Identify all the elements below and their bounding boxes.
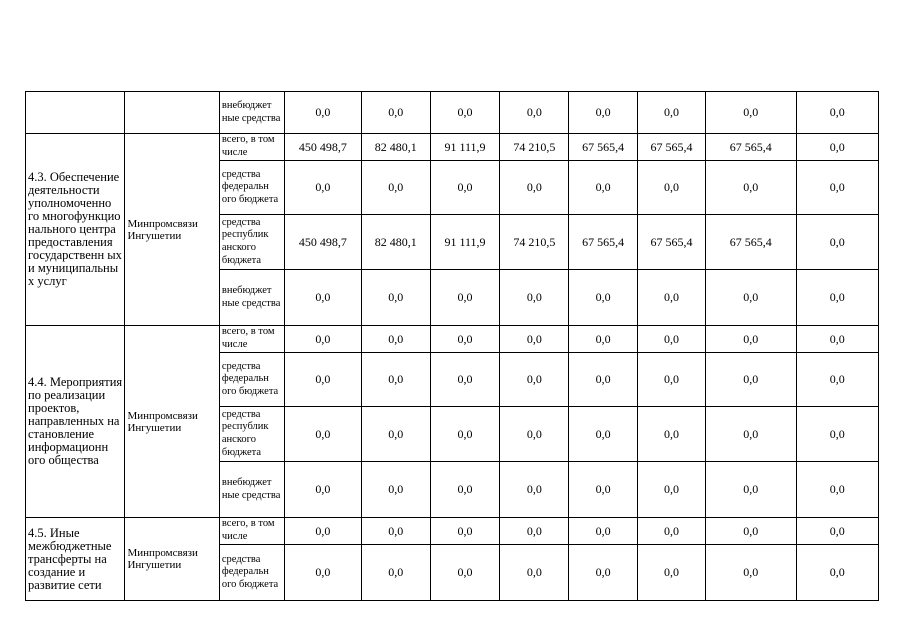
amount-cell: 0,0 [637, 353, 705, 407]
amount-cell: 0,0 [796, 215, 878, 270]
amount-cell: 0,0 [796, 407, 878, 462]
funding-source-cell: средства республик анского бюджета [219, 407, 284, 462]
amount-cell: 0,0 [796, 92, 878, 134]
amount-cell: 0,0 [430, 270, 499, 326]
amount-cell: 0,0 [569, 161, 637, 215]
amount-cell: 0,0 [430, 407, 499, 462]
amount-cell: 0,0 [285, 462, 361, 518]
amount-cell: 0,0 [706, 353, 796, 407]
activity-name-cell [26, 92, 125, 134]
amount-cell: 0,0 [361, 545, 430, 601]
amount-cell: 0,0 [637, 161, 705, 215]
amount-cell: 67 565,4 [706, 134, 796, 161]
amount-cell: 0,0 [637, 92, 705, 134]
amount-cell: 0,0 [500, 407, 569, 462]
budget-table [25, 91, 879, 601]
amount-cell: 82 480,1 [361, 215, 430, 270]
amount-cell: 450 498,7 [285, 134, 361, 161]
amount-cell: 74 210,5 [500, 134, 569, 161]
amount-cell: 0,0 [706, 462, 796, 518]
amount-cell: 0,0 [285, 326, 361, 353]
amount-cell: 0,0 [285, 270, 361, 326]
amount-cell: 0,0 [706, 92, 796, 134]
amount-cell: 0,0 [430, 92, 499, 134]
executor-cell: Минпромсвязи Ингушетии [125, 518, 219, 601]
amount-cell: 0,0 [361, 326, 430, 353]
amount-cell: 0,0 [430, 326, 499, 353]
table-row [26, 92, 879, 134]
amount-cell: 67 565,4 [569, 215, 637, 270]
amount-cell: 0,0 [706, 326, 796, 353]
amount-cell: 0,0 [796, 270, 878, 326]
amount-cell: 91 111,9 [430, 134, 499, 161]
amount-cell: 450 498,7 [285, 215, 361, 270]
amount-cell: 0,0 [500, 326, 569, 353]
amount-cell: 82 480,1 [361, 134, 430, 161]
amount-cell: 0,0 [569, 462, 637, 518]
amount-cell: 0,0 [430, 545, 499, 601]
amount-cell: 0,0 [637, 518, 705, 545]
funding-source-cell: средства федеральн ого бюджета [219, 545, 284, 601]
amount-cell: 0,0 [361, 462, 430, 518]
amount-cell: 0,0 [706, 518, 796, 545]
amount-cell: 0,0 [569, 353, 637, 407]
amount-cell: 0,0 [706, 407, 796, 462]
amount-cell: 0,0 [637, 407, 705, 462]
funding-source-cell: всего, в том числе [219, 134, 284, 161]
amount-cell: 0,0 [796, 518, 878, 545]
amount-cell: 67 565,4 [637, 215, 705, 270]
amount-cell: 0,0 [430, 518, 499, 545]
funding-source-cell: внебюджет ные средства [219, 92, 284, 134]
amount-cell: 0,0 [569, 407, 637, 462]
amount-cell: 67 565,4 [706, 215, 796, 270]
amount-cell: 0,0 [569, 518, 637, 545]
amount-cell: 0,0 [637, 326, 705, 353]
amount-cell: 0,0 [285, 545, 361, 601]
amount-cell: 0,0 [430, 462, 499, 518]
amount-cell: 0,0 [285, 161, 361, 215]
amount-cell: 67 565,4 [637, 134, 705, 161]
funding-source-cell: внебюджет ные средства [219, 270, 284, 326]
amount-cell: 0,0 [796, 353, 878, 407]
amount-cell: 0,0 [500, 353, 569, 407]
amount-cell: 0,0 [796, 462, 878, 518]
amount-cell: 0,0 [430, 161, 499, 215]
amount-cell: 74 210,5 [500, 215, 569, 270]
amount-cell: 0,0 [637, 545, 705, 601]
amount-cell: 91 111,9 [430, 215, 499, 270]
amount-cell: 0,0 [796, 134, 878, 161]
table-row [26, 326, 879, 353]
amount-cell: 0,0 [361, 161, 430, 215]
amount-cell: 0,0 [285, 518, 361, 545]
amount-cell: 67 565,4 [569, 134, 637, 161]
amount-cell: 0,0 [569, 545, 637, 601]
amount-cell: 0,0 [706, 545, 796, 601]
amount-cell: 0,0 [500, 270, 569, 326]
amount-cell: 0,0 [361, 92, 430, 134]
funding-source-cell: средства федеральн ого бюджета [219, 161, 284, 215]
amount-cell: 0,0 [500, 92, 569, 134]
amount-cell: 0,0 [637, 270, 705, 326]
activity-name-cell: 4.3. Обеспечение деятельности уполномоченно го многофункцио нального центра предоставления государственн ых и муниципальны х услуг [26, 134, 125, 326]
executor-cell: Минпромсвязи Ингушетии [125, 326, 219, 518]
activity-name-cell: 4.5. Иные межбюджетные трансферты на создание и развитие сети [26, 518, 125, 601]
amount-cell: 0,0 [361, 407, 430, 462]
amount-cell: 0,0 [796, 545, 878, 601]
funding-source-cell: всего, в том числе [219, 326, 284, 353]
amount-cell: 0,0 [285, 353, 361, 407]
funding-source-cell: всего, в том числе [219, 518, 284, 545]
amount-cell: 0,0 [361, 270, 430, 326]
amount-cell: 0,0 [569, 270, 637, 326]
amount-cell: 0,0 [361, 518, 430, 545]
amount-cell: 0,0 [706, 161, 796, 215]
amount-cell: 0,0 [637, 462, 705, 518]
activity-name-cell: 4.4. Мероприятия по реализации проектов, направленных на становление информационн ого общества [26, 326, 125, 518]
executor-cell [125, 92, 219, 134]
funding-source-cell: внебюджет ные средства [219, 462, 284, 518]
funding-source-cell: средства федеральн ого бюджета [219, 353, 284, 407]
amount-cell: 0,0 [500, 161, 569, 215]
executor-cell: Минпромсвязи Ингушетии [125, 134, 219, 326]
amount-cell: 0,0 [361, 353, 430, 407]
amount-cell: 0,0 [500, 462, 569, 518]
amount-cell: 0,0 [500, 518, 569, 545]
table-row [26, 134, 879, 161]
amount-cell: 0,0 [706, 270, 796, 326]
amount-cell: 0,0 [285, 92, 361, 134]
amount-cell: 0,0 [569, 92, 637, 134]
amount-cell: 0,0 [430, 353, 499, 407]
amount-cell: 0,0 [569, 326, 637, 353]
amount-cell: 0,0 [500, 545, 569, 601]
amount-cell: 0,0 [796, 326, 878, 353]
funding-source-cell: средства республик анского бюджета [219, 215, 284, 270]
amount-cell: 0,0 [796, 161, 878, 215]
table-row [26, 518, 879, 545]
amount-cell: 0,0 [285, 407, 361, 462]
table-body [26, 92, 879, 601]
